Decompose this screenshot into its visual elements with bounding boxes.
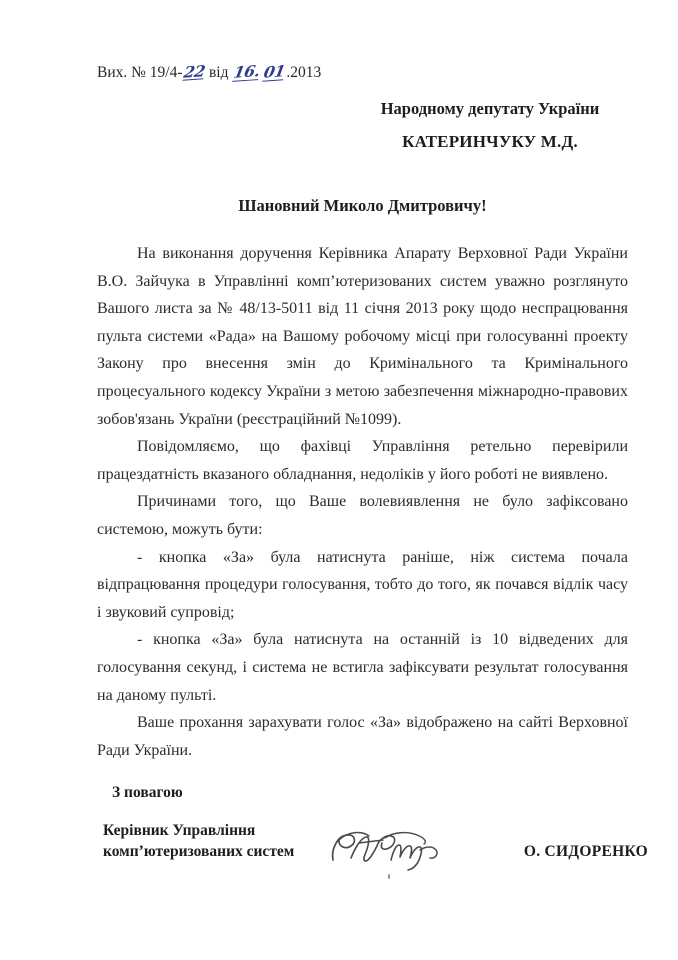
reference-prefix: Вих. №	[97, 64, 146, 81]
reference-day-handwritten: 16.	[232, 61, 262, 82]
body-paragraph: - кнопка «За» була натиснута раніше, ніж система почала відпрацювання процедури голосування, тобто до того, як почався відлік часу і звуковий супровід;	[97, 548, 628, 621]
reference-middle-word: від	[208, 64, 229, 81]
body-paragraph: На виконання доручення Керівника Апарату Верховної Ради України В.О. Зайчука в Управлінні комп’ютеризованих систем уважно розглянуто Вашого листа за № 48/13-5011 від 11 січня 2013 року щодо неспрацювання пульта системи «Рада» на Вашому робочому місці при голосуванні проекту Закону про внесення змін до Кримінального та Кримінального процесуального кодексу України з метою забезпечення міжнародно-правових зобов'язань України (реєстраційний №1099).	[97, 245, 628, 428]
letter-body	[97, 240, 628, 764]
addressee-line-2: КАТЕРИНЧУКУ М.Д.	[402, 132, 578, 151]
reference-number-handwritten: 22	[181, 61, 207, 82]
closing-regards: З повагою	[112, 784, 183, 801]
body-paragraph: Повідомляємо, що фахівці Управління ретельно перевірили працездатність вказаного обладнання, недоліків у його роботі не виявлено.	[97, 438, 628, 483]
outgoing-reference-line	[97, 62, 321, 83]
reference-year-printed: .2013	[286, 64, 322, 81]
signer-title	[103, 820, 294, 862]
salutation: Шановний Миколо Дмитровичу!	[238, 196, 487, 215]
signer-title-line-1: Керівник Управління	[103, 822, 256, 839]
handwritten-signature-icon	[325, 826, 455, 874]
addressee-block	[330, 92, 650, 158]
signer-name: О. СИДОРЕНКО	[523, 843, 648, 860]
addressee-line-1: Народному депутату України	[380, 99, 600, 118]
reference-month-handwritten: 01	[262, 61, 287, 82]
body-paragraph: - кнопка «За» була натиснута на останній із 10 відведених для голосування секунд, і система не встигла зафіксувати результат голосування на даному пульті.	[97, 631, 628, 704]
reference-number-printed: 19/4-	[149, 64, 183, 81]
scan-artifact-dot	[388, 874, 390, 879]
body-paragraph: Причинами того, що Ваше волевиявлення не було зафіксовано системою, можуть бути:	[97, 493, 628, 538]
signer-title-line-2: комп’ютеризованих систем	[103, 843, 295, 860]
body-paragraph: Ваше прохання зарахувати голос «За» відображено на сайті Верховної Ради України.	[97, 714, 628, 759]
signature-block	[103, 820, 648, 880]
